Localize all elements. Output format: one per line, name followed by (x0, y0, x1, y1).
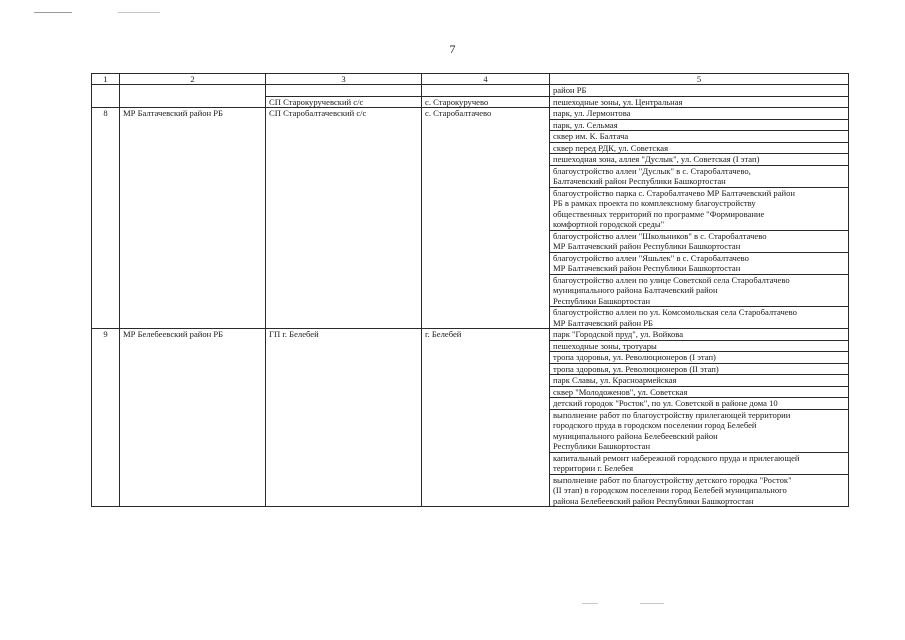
object-line: сквер им. К. Балтача (553, 131, 629, 141)
village-cell: с. Старобалтачево (422, 108, 550, 329)
settlement-cell: СП Старокуручевский с/с (266, 96, 422, 108)
col-header: 4 (422, 74, 550, 85)
scan-artifact (118, 12, 160, 13)
col-header: 2 (120, 74, 266, 85)
object-cell (550, 386, 849, 398)
object-cell (550, 329, 849, 341)
object-line: благоустройство аллеи по улице Советской села Старобалтачево (553, 274, 790, 285)
object-line: РБ в рамках проекта по комплексному благоустройству (553, 198, 756, 208)
object-line: комфортной городской среды" (553, 219, 665, 229)
object-line: благоустройство аллеи "Дуслык" в с. Старобалтачево, (553, 165, 751, 176)
object-line: парк Славы, ул. Красноармейская (553, 375, 677, 385)
object-line: парк "Городской пруд", ул. Войкова (553, 329, 684, 339)
num-cell: 9 (92, 329, 120, 507)
object-line: МР Балтачевский район РБ (553, 317, 653, 328)
object-cell: район РБ (550, 85, 849, 97)
object-line: Балтачевский район Республики Башкортостан (553, 176, 726, 186)
object-cell (550, 363, 849, 375)
district-cell: МР Белебеевский район РБ (120, 329, 266, 507)
object-line: пешеходная зона, аллея "Дуслык", ул. Советская (I этап) (553, 154, 760, 164)
object-line: Республики Башкортостан (553, 441, 651, 451)
object-line: капитальный ремонт набережной городского пруда и прилегающей (553, 452, 800, 463)
scan-artifact (640, 603, 664, 604)
object-line: муниципального района Белебеевский район (553, 430, 718, 441)
village-cell (422, 85, 550, 97)
object-cell (550, 307, 849, 329)
object-line: тропа здоровья, ул. Революционеров (II этап) (553, 363, 719, 374)
object-cell (550, 165, 849, 187)
object-line: парк, ул. Сельмая (553, 119, 618, 130)
header-row (92, 74, 849, 85)
object-line: сквер "Молодоженов", ул. Советская (553, 386, 688, 397)
col-header: 1 (92, 74, 120, 85)
object-cell (550, 375, 849, 387)
object-line: выполнение работ по благоустройству прилегающей территории (553, 409, 791, 420)
object-line: благоустройство аллеи "Яшьлек" в с. Старобалтачево (553, 252, 749, 263)
object-line: благоустройство аллеи "Школьников" в с. Старобалтачево (553, 230, 767, 241)
object-cell (550, 142, 849, 154)
scan-artifact (582, 603, 598, 604)
num-cell (92, 85, 120, 108)
table-row (92, 329, 849, 341)
page-number: 7 (449, 42, 456, 56)
col-header: 5 (550, 74, 849, 85)
object-line: городского пруда в городском поселении город Белебей (553, 420, 757, 430)
object-cell (550, 108, 849, 120)
object-cell (550, 119, 849, 131)
num-cell: 8 (92, 108, 120, 329)
object-line: района Белебеевский район Республики Башкортостан (553, 495, 754, 506)
village-cell: с. Старокуручево (422, 96, 550, 108)
settlement-cell (266, 85, 422, 97)
object-cell (550, 398, 849, 410)
objects-table (91, 73, 849, 507)
object-cell: пешеходные зоны, ул. Центральная (550, 96, 849, 108)
scan-artifact (34, 12, 72, 13)
object-cell (550, 187, 849, 230)
object-cell (550, 452, 849, 474)
object-cell (550, 154, 849, 166)
object-line: МР Балтачевский район Республики Башкортостан (553, 241, 741, 251)
object-line: детский городок "Росток", по ул. Советской в районе дома 10 (553, 398, 778, 408)
object-line: сквер перед РДК, ул. Советская (553, 142, 669, 153)
object-line: муниципального района Балтачевский район (553, 285, 718, 295)
table-row (92, 108, 849, 120)
object-cell (550, 409, 849, 452)
settlement-cell: СП Старобалтачевский с/с (266, 108, 422, 329)
village-cell: г. Белебей (422, 329, 550, 507)
object-line: выполнение работ по благоустройству детского городка "Росток" (553, 474, 792, 485)
col-header: 3 (266, 74, 422, 85)
object-line: благоустройство аллеи по ул. Комсомольская села Старобалтачево (553, 307, 797, 317)
object-line: МР Балтачевский район Республики Башкортостан (553, 263, 741, 273)
object-line: тропа здоровья, ул. Революционеров (I этап) (553, 352, 716, 362)
object-line: (II этап) в городском поселении город Белебей муниципального (553, 485, 787, 495)
object-line: парк, ул. Лермонтова (553, 108, 631, 118)
table-row (92, 85, 849, 97)
object-cell (550, 230, 849, 252)
district-cell (120, 85, 266, 108)
settlement-cell: ГП г. Белебей (266, 329, 422, 507)
object-cell (550, 252, 849, 274)
object-cell (550, 352, 849, 364)
object-line: территории г. Белебея (553, 463, 634, 473)
district-cell: МР Балтачевский район РБ (120, 108, 266, 329)
object-line: общественных территорий по программе "Формирование (553, 208, 765, 219)
object-line: Республики Башкортостан (553, 295, 651, 306)
object-line: благоустройство парка с. Старобалтачево МР Балтачевский район (553, 187, 795, 198)
object-line: пешеходные зоны, тротуары (553, 340, 657, 351)
object-cell (550, 474, 849, 507)
object-cell (550, 274, 849, 307)
object-cell (550, 131, 849, 143)
object-cell (550, 340, 849, 352)
